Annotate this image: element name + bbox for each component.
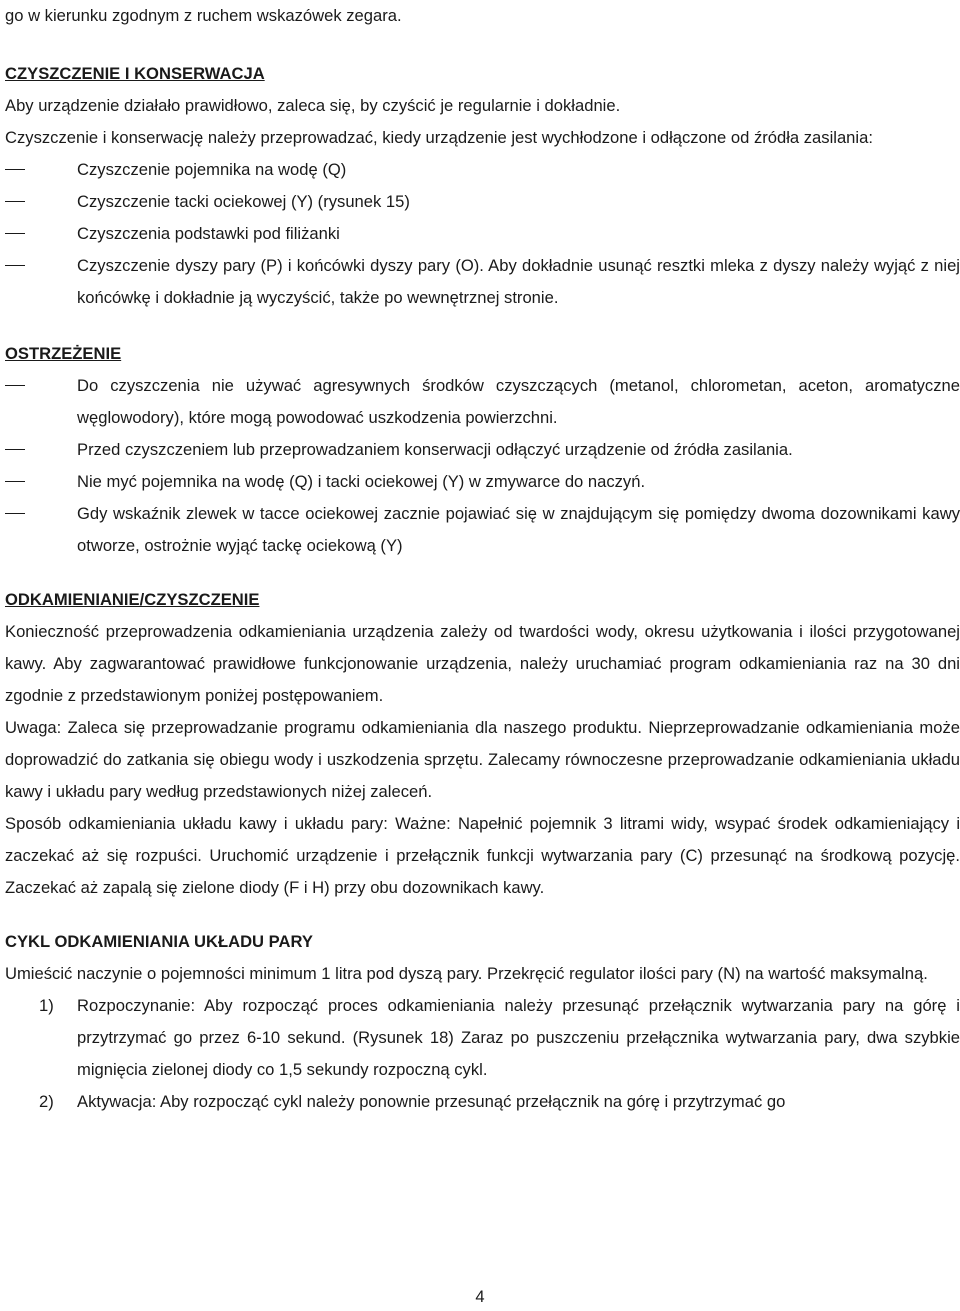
dash-bullet-icon (5, 481, 25, 482)
cleaning-list (5, 154, 960, 314)
list-item (5, 154, 960, 186)
dash-bullet-icon (5, 233, 25, 234)
step-text: Rozpoczynanie: Aby rozpocząć proces odkamieniania należy przesunąć przełącznik wytwarzania pary na górę i przytrzymać go przez 6-10 sekund. (Rysunek 18) Zaraz po puszczeniu przełącznika wytwarzania pary, dwa szybkie mignięcia zielonej diody co 1,5 sekundy rozpoczną cykl. (77, 996, 960, 1079)
list-item-text: Czyszczenie dyszy pary (P) i końcówki dyszy pary (O). Aby dokładnie usunąć resztki mleka z dyszy należy wyjąć z niej końcówkę i dokładnie ją wyczyścić, także po wewnętrznej stronie. (77, 256, 960, 307)
continued-line: go w kierunku zgodnym z ruchem wskazówek zegara. (5, 6, 402, 25)
list-item (5, 498, 960, 562)
list-item (5, 434, 960, 466)
list-item (5, 186, 960, 218)
descaling-paragraph-1: Konieczność przeprowadzenia odkamieniania urządzenia zależy od twardości wody, okresu użytkowania i ilości przygotowanej kawy. Aby zagwarantować prawidłowe funkcjonowanie urządzenia, należy uruchamiać program odkamieniania raz na 30 dni zgodnie z przedstawionym poniżej postępowaniem. (5, 622, 960, 705)
steam-cycle-paragraph: Umieścić naczynie o pojemności minimum 1 litra pod dyszą pary. Przekręcić regulator ilości pary (N) na wartość maksymalną. (5, 964, 928, 983)
heading-cleaning-maintenance: CZYSZCZENIE I KONSERWACJA (5, 64, 265, 83)
heading-warning: OSTRZEŻENIE (5, 344, 122, 363)
document-page (5, 0, 960, 1118)
list-item (5, 990, 960, 1086)
page-number: 4 (475, 1287, 485, 1306)
list-item-text: Gdy wskaźnik zlewek w tacce ociekowej zacznie pojawiać się w znajdującym się pomiędzy dwoma dozownikami kawy otworze, ostrożnie wyjąć tackę ociekową (Y) (77, 504, 960, 555)
list-item-text: Przed czyszczeniem lub przeprowadzaniem konserwacji odłączyć urządzenie od źródła zasilania. (77, 440, 793, 459)
list-item (5, 466, 960, 498)
dash-bullet-icon (5, 449, 25, 450)
list-item (5, 250, 960, 314)
list-item-text: Czyszczenie pojemnika na wodę (Q) (77, 160, 347, 179)
list-item (5, 1086, 960, 1118)
dash-bullet-icon (5, 265, 25, 266)
dash-bullet-icon (5, 513, 25, 514)
step-number: 2) (39, 1092, 54, 1111)
list-item-text: Do czyszczenia nie używać agresywnych środków czyszczących (metanol, chlorometan, aceton, aromatyczne węglowodory), które mogą powodować uszkodzenia powierzchni. (77, 376, 960, 427)
cleaning-intro-line: Aby urządzenie działało prawidłowo, zaleca się, by czyścić je regularnie i dokładnie. (5, 96, 621, 115)
step-text: Aktywacja: Aby rozpocząć cykl należy ponownie przesunąć przełącznik na górę i przytrzymać go (77, 1092, 786, 1111)
dash-bullet-icon (5, 201, 25, 202)
list-item (5, 218, 960, 250)
dash-bullet-icon (5, 385, 25, 386)
descaling-paragraph-2: Uwaga: Zaleca się przeprowadzanie programu odkamieniania dla naszego produktu. Nieprzeprowadzanie odkamieniania może doprowadzić do zatkania się obiegu wody i uszkodzenia sprzętu. Zalecamy równoczesne przeprowadzanie odkamieniania układu kawy i układu pary według przedstawionych niżej zaleceń. (5, 718, 960, 801)
list-item (5, 370, 960, 434)
cleaning-intro-paragraph: Czyszczenie i konserwację należy przeprowadzać, kiedy urządzenie jest wychłodzone i odłączone od źródła zasilania: (5, 128, 873, 147)
heading-steam-descaling-cycle: CYKL ODKAMIENIANIA UKŁADU PARY (5, 932, 313, 951)
descaling-paragraph-3: Sposób odkamieniania układu kawy i układu pary: Ważne: Napełnić pojemnik 3 litrami widy, wsypać środek odkamieniający i zaczekać aż się rozpuści. Uruchomić urządzenie i przełącznik funkcji wytwarzania pary (C) przesunąć na środkową pozycję. Zaczekać aż zapalą się zielone diody (F i H) przy obu dozownikach kawy. (5, 814, 960, 897)
warning-list (5, 370, 960, 562)
steam-cycle-steps (5, 990, 960, 1118)
dash-bullet-icon (5, 169, 25, 170)
heading-descaling: ODKAMIENIANIE/CZYSZCZENIE (5, 590, 260, 609)
list-item-text: Czyszczenia podstawki pod filiżanki (77, 224, 340, 243)
step-number: 1) (39, 996, 54, 1015)
list-item-text: Nie myć pojemnika na wodę (Q) i tacki ociekowej (Y) w zmywarce do naczyń. (77, 472, 646, 491)
list-item-text: Czyszczenie tacki ociekowej (Y) (rysunek 15) (77, 192, 410, 211)
